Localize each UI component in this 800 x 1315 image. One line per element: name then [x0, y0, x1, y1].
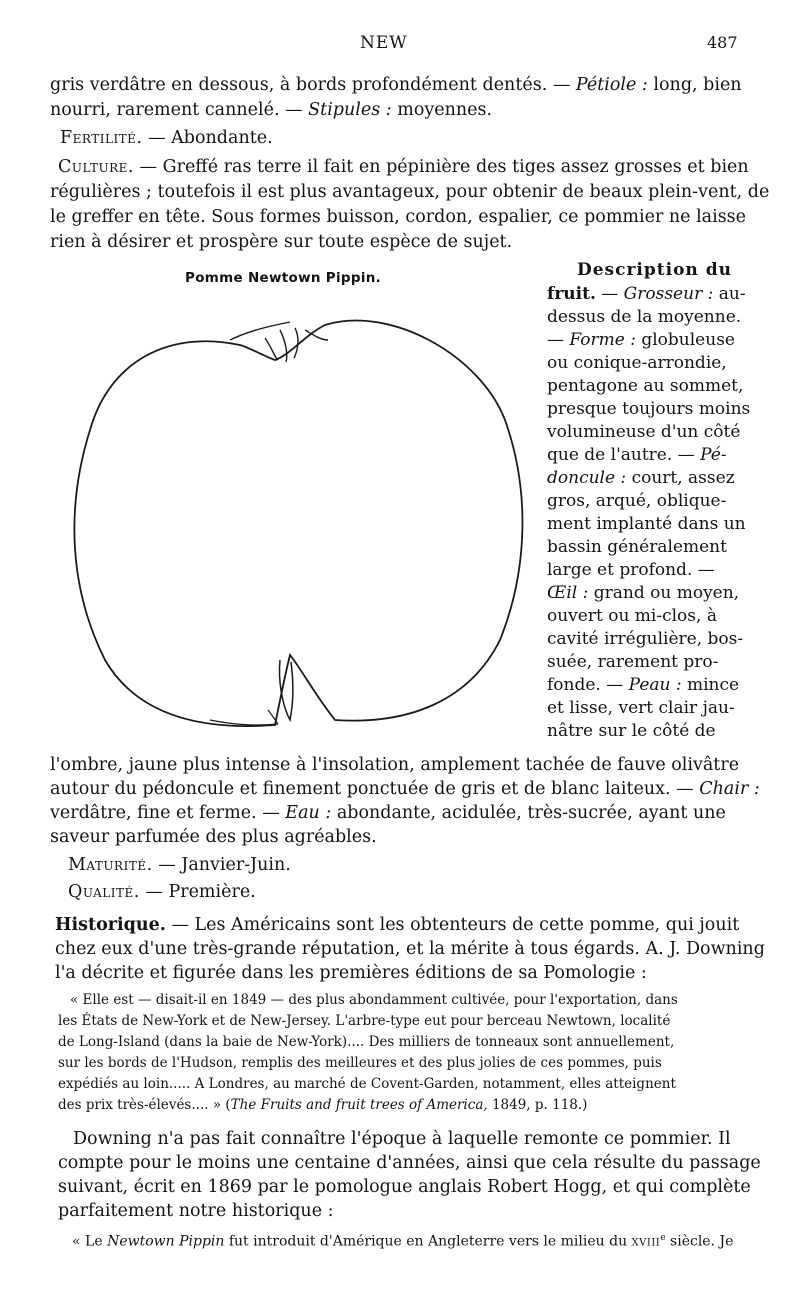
- quote-line: sur les bords de l'Hudson, remplis des meilleures et des plus jolies de ces pommes, puis: [58, 1055, 662, 1071]
- maturite-line: Maturité. — Janvier-Juin.: [68, 855, 291, 875]
- apple-outline: [74, 321, 522, 727]
- quote-line: des prix très-élevés.... » (The Fruits and fruit trees of America, 1849, p. 118.): [58, 1097, 588, 1113]
- description-line: presque toujours moins: [547, 399, 751, 419]
- text-line: rien à désirer et prospère sur toute espèce de sujet.: [50, 232, 513, 252]
- text-line: compte pour le moins une centaine d'années, ainsi que cela résulte du passage: [58, 1153, 761, 1173]
- text-line: nourri, rarement cannelé. — Stipules : moyennes.: [50, 100, 493, 120]
- description-line: — Forme : globuleuse: [547, 330, 735, 350]
- text-line: gris verdâtre en dessous, à bords profondément dentés. — Pétiole : long, bien: [50, 75, 742, 95]
- qualite-line: Qualité. — Première.: [68, 882, 256, 902]
- text-line: autour du pédoncule et finement ponctuée de gris et de blanc laiteux. — Chair :: [50, 779, 760, 799]
- text-line: verdâtre, fine et ferme. — Eau : abondante, acidulée, très-sucrée, ayant une: [50, 803, 726, 823]
- running-head: NEW: [360, 33, 408, 53]
- description-line: ou conique-arrondie,: [547, 353, 727, 373]
- historique-line: Historique. — Les Américains sont les obtenteurs de cette pomme, qui jouit: [55, 915, 740, 935]
- description-line: nâtre sur le côté de: [547, 721, 716, 741]
- text-line: l'a décrite et figurée dans les premières éditions de sa Pomologie :: [55, 963, 647, 983]
- description-line: large et profond. —: [547, 560, 715, 580]
- description-line: cavité irrégulière, bos-: [547, 629, 744, 649]
- text-line: régulières ; toutefois il est plus avantageux, pour obtenir de beaux plein-vent, de: [50, 182, 770, 202]
- text-line: parfaitement notre historique :: [58, 1201, 334, 1221]
- text-line: Downing n'a pas fait connaître l'époque à laquelle remonte ce pommier. Il: [73, 1129, 731, 1149]
- description-line: ment implanté dans un: [547, 514, 746, 534]
- description-line: que de l'autre. — Pé-: [547, 445, 727, 465]
- quote-line: les États de New-York et de New-Jersey. L'arbre-type eut pour berceau Newtown, localité: [58, 1013, 671, 1029]
- quote-line: « Elle est — disait-il en 1849 — des plus abondamment cultivée, pour l'exportation, dans: [70, 992, 678, 1008]
- eye-detail: [210, 710, 278, 725]
- page-number: 487: [707, 33, 738, 52]
- text-line: chez eux d'une très-grande réputation, et la mérite à tous égards. A. J. Downing: [55, 939, 765, 959]
- quote-line: « Le Newtown Pippin fut introduit d'Amérique en Angleterre vers le milieu du xviii$^e$ siècle. Je: [72, 1233, 734, 1250]
- description-line: Œil : grand ou moyen,: [547, 583, 740, 603]
- description-line: doncule : court, assez: [547, 468, 735, 488]
- text-line: l'ombre, jaune plus intense à l'insolation, amplement tachée de fauve olivâtre: [50, 755, 740, 775]
- text-line: le greffer en tête. Sous formes buisson, cordon, espalier, ce pommier ne laisse: [50, 207, 747, 227]
- culture-line: Culture. — Greffé ras terre il fait en pépinière des tiges assez grosses et bien: [58, 157, 749, 177]
- description-line: pentagone au sommet,: [547, 376, 744, 396]
- description-line: volumineuse d'un côté: [547, 422, 741, 442]
- description-line: fonde. — Peau : mince: [547, 675, 740, 695]
- description-line: ouvert ou mi-clos, à: [547, 606, 717, 626]
- fertilite-line: Fertilité. — Abondante.: [60, 128, 273, 148]
- quote-line: expédiés au loin..... A Londres, au marché de Covent-Garden, notamment, elles atteignent: [58, 1076, 676, 1092]
- description-line: et lisse, vert clair jau-: [547, 698, 735, 718]
- quote-line: de Long-Island (dans la baie de New-York).... Des milliers de tonneaux sont annuellement,: [58, 1034, 675, 1050]
- description-line: dessus de la moyenne.: [547, 307, 742, 327]
- text-line: suivant, écrit en 1869 par le pomologue anglais Robert Hogg, et qui complète: [58, 1177, 751, 1197]
- figure-caption: Pomme Newtown Pippin.: [185, 270, 382, 286]
- description-line: gros, arqué, oblique-: [547, 491, 727, 511]
- stalk-cavity-lines: [230, 322, 328, 362]
- description-line: bassin généralement: [547, 537, 727, 557]
- text-line: saveur parfumée des plus agréables.: [50, 827, 377, 847]
- description-heading: Description du: [577, 260, 732, 280]
- description-line: suée, rarement pro-: [547, 652, 719, 672]
- description-line: fruit. — Grosseur : au-: [547, 284, 746, 304]
- apple-illustration: [50, 300, 540, 740]
